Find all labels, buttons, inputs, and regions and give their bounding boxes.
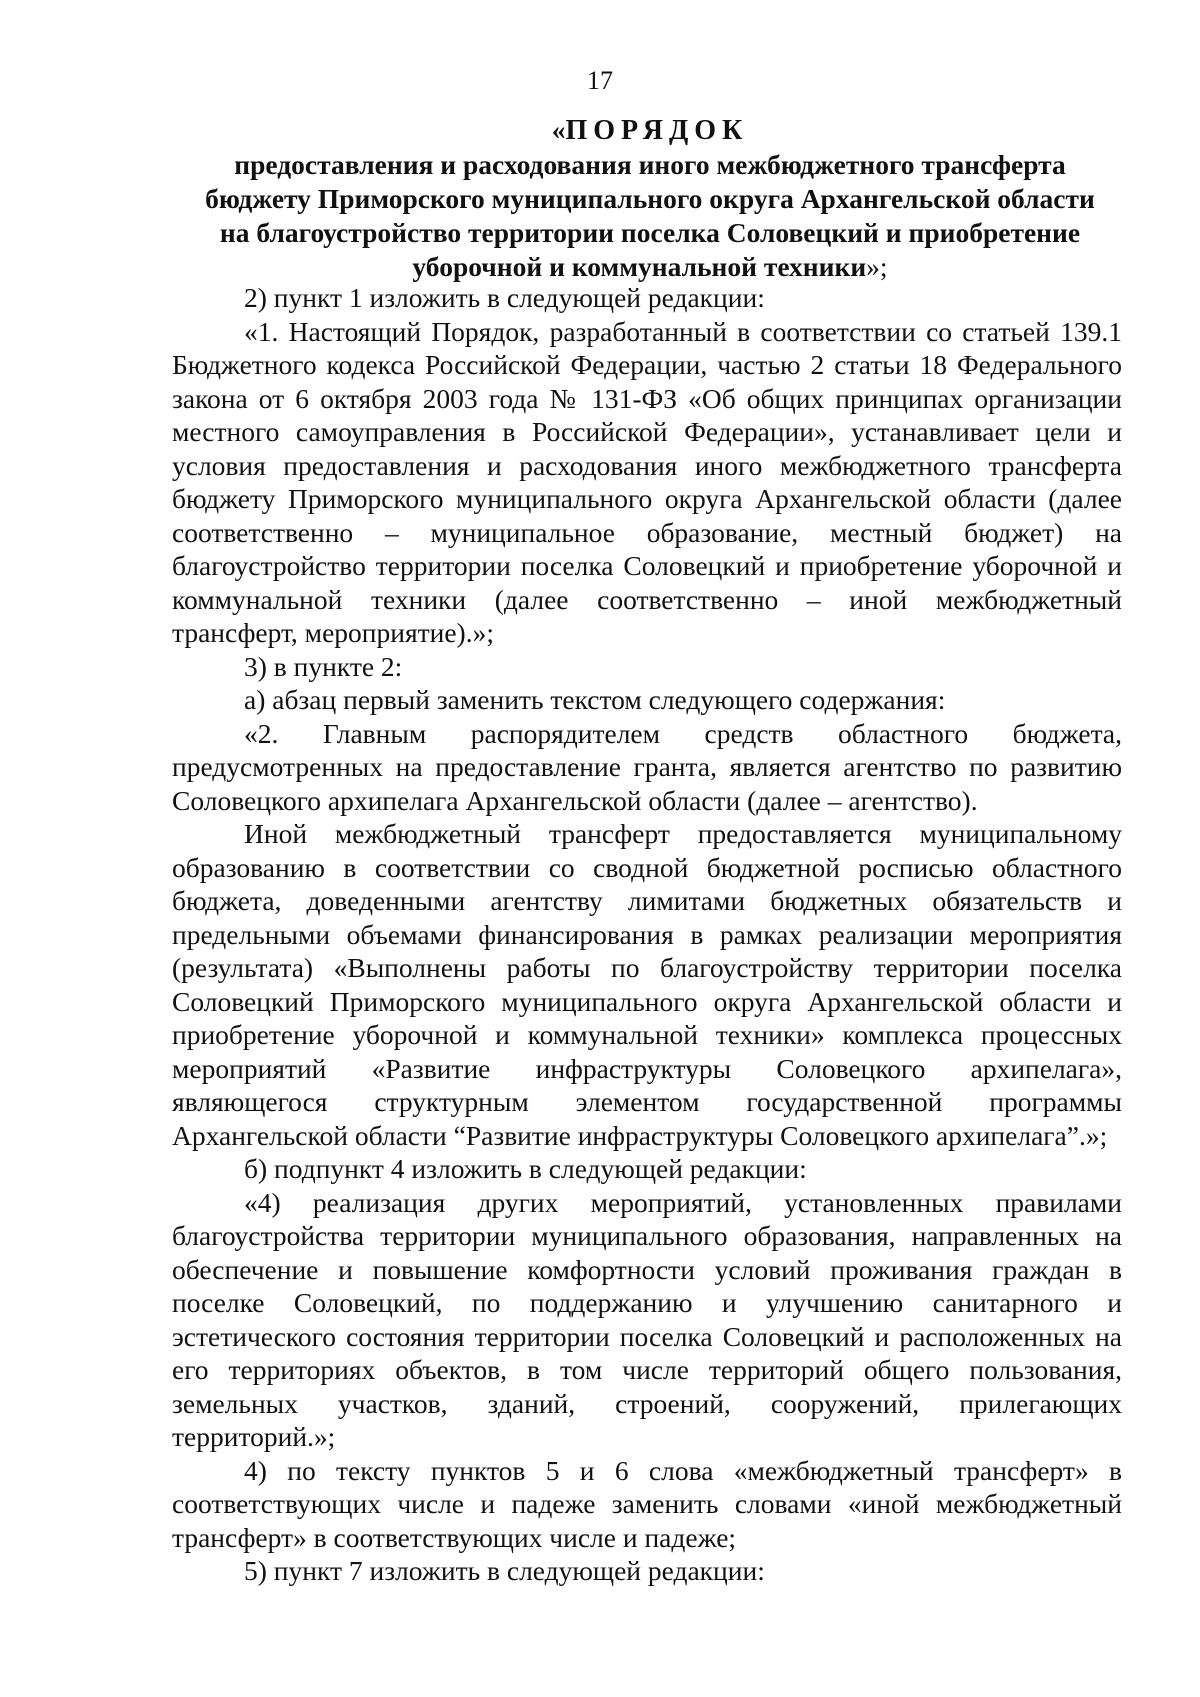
title-line-3: на благоустройство территории поселка Соловецкий и приобретение	[219, 217, 1081, 248]
title-open-quote: «	[551, 114, 566, 145]
paragraph-point-2-text: «2. Главным распорядителем средств областного бюджета, предусмотренных на предоставление гранта, является агентство по развитию Соловецкого архипелага Архангельской области (далее – агентство).	[172, 717, 1122, 816]
title-line-4-text: уборочной и коммунальной техники	[412, 251, 867, 282]
title-line-4	[150, 250, 1150, 284]
title-line-2: бюджету Приморского муниципального округа Архангельской области	[205, 183, 1095, 214]
title-tail: »;	[866, 251, 888, 282]
paragraph-item-2: 2) пункт 1 изложить в следующей редакции:	[244, 282, 765, 313]
title-heading: ПОРЯДОК	[565, 115, 749, 146]
paragraph-subitem-b: б) подпункт 4 изложить в следующей редакции:	[244, 1153, 807, 1184]
paragraph-item-5: 5) пункт 7 изложить в следующей редакции:	[244, 1555, 765, 1586]
title-main	[150, 113, 1150, 148]
paragraph-transfer-text: Иной межбюджетный трансферт предоставляется муниципальному образованию в соответствии со сводной бюджетной росписью областного бюджета, доведенными агентству лимитами бюджетных обязательств и предельными объемами финансирования в рамках реализации мероприятия (результата) «Выполнены работы по благоустройству территории поселка Соловецкий Приморского муниципального округа Архангельской области и приобретение уборочной и коммунальной техники» комплекса процессных мероприятий «Развитие инфраструктуры Соловецкого архипелага», являющегося структурным элементом государственной программы Архангельской области “Развитие инфраструктуры Соловецкого архипелага”.»;	[172, 818, 1122, 1151]
page-number: 17	[587, 66, 613, 95]
paragraph-point-1-text: «1. Настоящий Порядок, разработанный в соответствии со статьей 139.1 Бюджетного кодекса Российской Федерации, частью 2 статьи 18 Федерального закона от 6 октября 2003 года № 131-ФЗ «Об общих принципах организации местного самоуправления в Российской Федерации», устанавливает цели и условия предоставления и расходования иного межбюджетного трансферта бюджету Приморского муниципального округа Архангельской области (далее соответственно – муниципальное образование, местный бюджет) на благоустройство территории поселка Соловецкий и приобретение уборочной и коммунальной техники (далее соответственно – иной межбюджетный трансферт, мероприятие).»;	[172, 315, 1122, 648]
paragraph-item-3: 3) в пункте 2:	[244, 650, 403, 682]
paragraph-subitem-a: а) абзац первый заменить текстом следующего содержания:	[244, 684, 946, 715]
title-line-1: предоставления и расходования иного межбюджетного трансферта	[234, 149, 1066, 180]
document-body	[172, 281, 1122, 1588]
document-title	[150, 113, 1150, 284]
paragraph-subpoint-4-text: «4) реализация других мероприятий, установленных правилами благоустройства территории муниципального образования, направленных на обеспечение и повышение комфортности условий проживания граждан в поселке Соловецкий, по поддержанию и улучшению санитарного и эстетического состояния территории поселка Соловецкий и расположенных на его территориях объектов, в том числе территорий общего пользования, земельных участков, зданий, строений, сооружений, прилегающих территорий.»;	[172, 1186, 1122, 1452]
paragraph-item-4: 4) по тексту пунктов 5 и 6 слова «межбюджетный трансферт» в соответствующих числе и падеже заменить словами «иной межбюджетный трансферт» в соответствующих числе и падеже;	[172, 1454, 1122, 1553]
